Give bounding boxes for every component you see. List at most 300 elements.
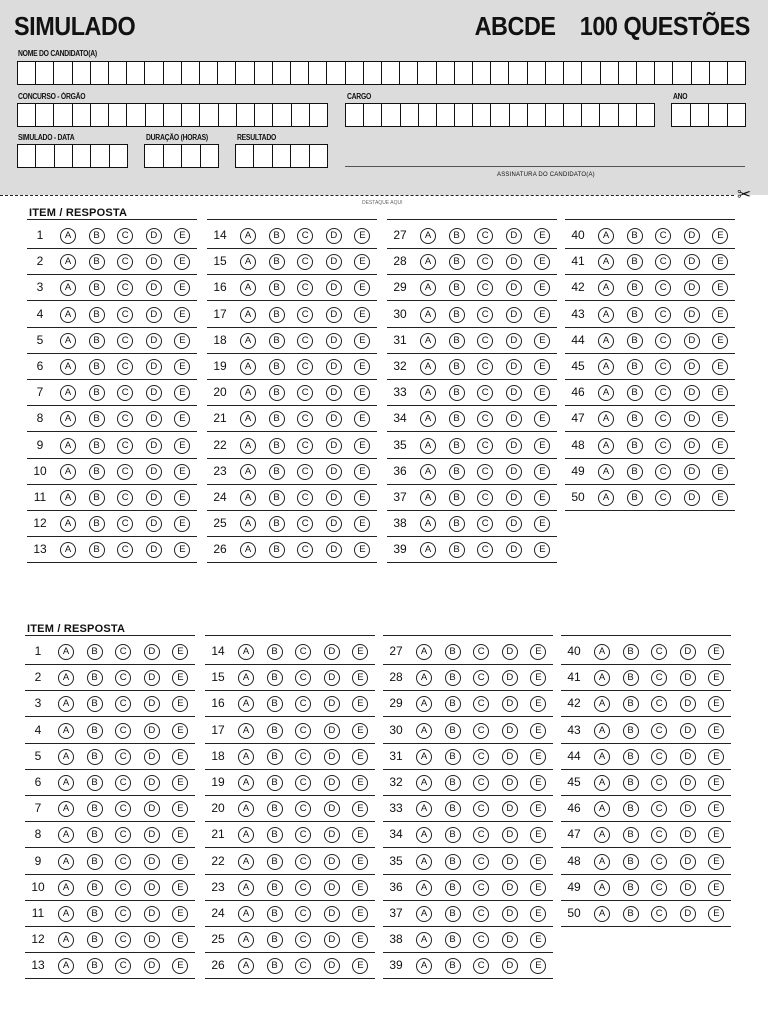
char-box[interactable] <box>417 62 435 84</box>
answer-bubble-e[interactable]: E <box>534 411 550 427</box>
char-box[interactable] <box>291 104 309 126</box>
answer-bubble-e[interactable]: E <box>712 464 728 480</box>
answer-bubble-d[interactable]: D <box>324 775 340 791</box>
answer-bubble-d[interactable]: D <box>144 932 160 948</box>
answer-bubble-d[interactable]: D <box>326 385 342 401</box>
answer-bubble-b[interactable]: B <box>627 385 643 401</box>
answer-bubble-c[interactable]: C <box>477 280 493 296</box>
answer-bubble-b[interactable]: B <box>87 827 103 843</box>
answer-bubble-d[interactable]: D <box>506 516 522 532</box>
answer-bubble-b[interactable]: B <box>269 516 285 532</box>
char-box[interactable] <box>727 62 745 84</box>
char-box[interactable] <box>108 62 126 84</box>
char-box[interactable] <box>508 62 526 84</box>
char-box[interactable] <box>599 104 617 126</box>
answer-bubble-d[interactable]: D <box>506 333 522 349</box>
answer-bubble-a[interactable]: A <box>594 880 610 896</box>
char-box[interactable] <box>90 62 108 84</box>
char-box[interactable] <box>399 62 417 84</box>
answer-bubble-c[interactable]: C <box>297 307 313 323</box>
answer-bubble-b[interactable]: B <box>89 228 105 244</box>
char-box[interactable] <box>272 62 290 84</box>
char-box[interactable] <box>581 104 599 126</box>
answer-bubble-c[interactable]: C <box>655 359 671 375</box>
answer-bubble-d[interactable]: D <box>146 228 162 244</box>
answer-bubble-d[interactable]: D <box>506 464 522 480</box>
answer-bubble-e[interactable]: E <box>352 723 368 739</box>
answer-bubble-b[interactable]: B <box>449 438 465 454</box>
answer-bubble-b[interactable]: B <box>89 542 105 558</box>
char-box[interactable] <box>90 104 108 126</box>
answer-bubble-d[interactable]: D <box>324 670 340 686</box>
answer-bubble-a[interactable]: A <box>416 775 432 791</box>
char-box[interactable] <box>618 104 636 126</box>
answer-bubble-a[interactable]: A <box>240 438 256 454</box>
answer-bubble-d[interactable]: D <box>680 880 696 896</box>
answer-bubble-d[interactable]: D <box>144 644 160 660</box>
answer-bubble-d[interactable]: D <box>684 464 700 480</box>
answer-bubble-a[interactable]: A <box>58 670 74 686</box>
answer-bubble-c[interactable]: C <box>297 359 313 375</box>
char-box[interactable] <box>545 104 563 126</box>
char-box[interactable] <box>691 62 709 84</box>
answer-bubble-d[interactable]: D <box>506 438 522 454</box>
answer-bubble-e[interactable]: E <box>172 906 188 922</box>
answer-bubble-e[interactable]: E <box>712 438 728 454</box>
answer-bubble-e[interactable]: E <box>172 958 188 974</box>
answer-bubble-b[interactable]: B <box>627 464 643 480</box>
answer-bubble-b[interactable]: B <box>89 516 105 532</box>
char-box[interactable] <box>400 104 418 126</box>
answer-bubble-c[interactable]: C <box>295 670 311 686</box>
answer-bubble-c[interactable]: C <box>117 333 133 349</box>
answer-bubble-a[interactable]: A <box>598 280 614 296</box>
char-box[interactable] <box>217 62 235 84</box>
answer-bubble-e[interactable]: E <box>534 516 550 532</box>
answer-bubble-a[interactable]: A <box>598 411 614 427</box>
answer-bubble-e[interactable]: E <box>172 854 188 870</box>
char-box[interactable] <box>545 62 563 84</box>
answer-bubble-d[interactable]: D <box>326 228 342 244</box>
answer-bubble-d[interactable]: D <box>506 490 522 506</box>
answer-bubble-c[interactable]: C <box>473 749 489 765</box>
answer-bubble-d[interactable]: D <box>506 280 522 296</box>
answer-bubble-a[interactable]: A <box>58 958 74 974</box>
answer-bubble-d[interactable]: D <box>502 775 518 791</box>
answer-bubble-b[interactable]: B <box>627 359 643 375</box>
answer-bubble-b[interactable]: B <box>627 228 643 244</box>
answer-bubble-d[interactable]: D <box>324 827 340 843</box>
answer-bubble-d[interactable]: D <box>326 307 342 323</box>
answer-bubble-c[interactable]: C <box>651 696 667 712</box>
char-box[interactable] <box>509 104 527 126</box>
answer-bubble-a[interactable]: A <box>60 228 76 244</box>
answer-bubble-c[interactable]: C <box>115 644 131 660</box>
answer-bubble-a[interactable]: A <box>420 516 436 532</box>
answer-bubble-b[interactable]: B <box>269 490 285 506</box>
answer-bubble-b[interactable]: B <box>623 749 639 765</box>
answer-bubble-c[interactable]: C <box>473 644 489 660</box>
answer-bubble-e[interactable]: E <box>530 775 546 791</box>
answer-bubble-b[interactable]: B <box>87 801 103 817</box>
answer-bubble-b[interactable]: B <box>623 906 639 922</box>
answer-bubble-a[interactable]: A <box>416 880 432 896</box>
answer-bubble-a[interactable]: A <box>598 359 614 375</box>
answer-bubble-c[interactable]: C <box>477 490 493 506</box>
answer-bubble-a[interactable]: A <box>240 254 256 270</box>
answer-bubble-c[interactable]: C <box>655 490 671 506</box>
answer-bubble-a[interactable]: A <box>420 438 436 454</box>
answer-bubble-b[interactable]: B <box>269 542 285 558</box>
char-box[interactable] <box>163 145 182 167</box>
answer-bubble-d[interactable]: D <box>144 670 160 686</box>
answer-bubble-b[interactable]: B <box>445 906 461 922</box>
answer-bubble-d[interactable]: D <box>324 906 340 922</box>
answer-bubble-b[interactable]: B <box>267 958 283 974</box>
answer-bubble-d[interactable]: D <box>506 228 522 244</box>
char-box[interactable] <box>254 104 272 126</box>
char-box[interactable] <box>309 145 327 167</box>
answer-bubble-c[interactable]: C <box>295 906 311 922</box>
answer-bubble-b[interactable]: B <box>445 775 461 791</box>
answer-bubble-d[interactable]: D <box>506 542 522 558</box>
answer-bubble-a[interactable]: A <box>416 723 432 739</box>
answer-bubble-b[interactable]: B <box>449 385 465 401</box>
answer-bubble-b[interactable]: B <box>87 775 103 791</box>
answer-bubble-a[interactable]: A <box>420 359 436 375</box>
answer-bubble-c[interactable]: C <box>473 827 489 843</box>
answer-bubble-e[interactable]: E <box>352 906 368 922</box>
answer-bubble-a[interactable]: A <box>60 385 76 401</box>
answer-bubble-d[interactable]: D <box>324 644 340 660</box>
answer-bubble-b[interactable]: B <box>445 723 461 739</box>
answer-bubble-e[interactable]: E <box>172 801 188 817</box>
answer-bubble-d[interactable]: D <box>146 490 162 506</box>
answer-bubble-a[interactable]: A <box>238 906 254 922</box>
answer-bubble-c[interactable]: C <box>477 228 493 244</box>
answer-bubble-e[interactable]: E <box>708 749 724 765</box>
answer-bubble-e[interactable]: E <box>708 880 724 896</box>
answer-bubble-a[interactable]: A <box>60 516 76 532</box>
answer-bubble-a[interactable]: A <box>60 333 76 349</box>
answer-bubble-a[interactable]: A <box>594 670 610 686</box>
char-box[interactable] <box>436 104 454 126</box>
answer-bubble-d[interactable]: D <box>684 254 700 270</box>
answer-bubble-b[interactable]: B <box>445 958 461 974</box>
answer-bubble-e[interactable]: E <box>174 438 190 454</box>
answer-bubble-d[interactable]: D <box>506 307 522 323</box>
answer-bubble-e[interactable]: E <box>174 385 190 401</box>
answer-bubble-a[interactable]: A <box>416 906 432 922</box>
answer-bubble-d[interactable]: D <box>502 696 518 712</box>
answer-bubble-c[interactable]: C <box>115 696 131 712</box>
char-box[interactable] <box>109 145 127 167</box>
answer-bubble-d[interactable]: D <box>680 749 696 765</box>
answer-bubble-c[interactable]: C <box>473 775 489 791</box>
answer-bubble-d[interactable]: D <box>684 411 700 427</box>
answer-bubble-b[interactable]: B <box>87 958 103 974</box>
answer-bubble-a[interactable]: A <box>416 932 432 948</box>
char-box[interactable] <box>72 62 90 84</box>
answer-bubble-b[interactable]: B <box>627 307 643 323</box>
answer-bubble-c[interactable]: C <box>651 854 667 870</box>
answer-bubble-a[interactable]: A <box>240 359 256 375</box>
answer-bubble-b[interactable]: B <box>89 359 105 375</box>
answer-bubble-e[interactable]: E <box>708 644 724 660</box>
answer-bubble-e[interactable]: E <box>354 385 370 401</box>
answer-bubble-c[interactable]: C <box>297 516 313 532</box>
answer-bubble-e[interactable]: E <box>712 307 728 323</box>
char-box[interactable] <box>18 104 35 126</box>
answer-bubble-e[interactable]: E <box>172 670 188 686</box>
answer-bubble-e[interactable]: E <box>354 516 370 532</box>
char-box[interactable] <box>636 104 654 126</box>
answer-bubble-b[interactable]: B <box>87 906 103 922</box>
answer-bubble-c[interactable]: C <box>295 958 311 974</box>
answer-bubble-c[interactable]: C <box>115 801 131 817</box>
answer-bubble-e[interactable]: E <box>352 801 368 817</box>
char-box[interactable] <box>381 104 399 126</box>
answer-bubble-b[interactable]: B <box>623 670 639 686</box>
answer-bubble-b[interactable]: B <box>449 411 465 427</box>
char-box[interactable] <box>290 145 308 167</box>
answer-bubble-b[interactable]: B <box>267 827 283 843</box>
answer-bubble-d[interactable]: D <box>502 854 518 870</box>
answer-bubble-e[interactable]: E <box>172 880 188 896</box>
answer-bubble-d[interactable]: D <box>502 670 518 686</box>
answer-bubble-c[interactable]: C <box>477 307 493 323</box>
answer-bubble-a[interactable]: A <box>598 490 614 506</box>
answer-bubble-c[interactable]: C <box>297 333 313 349</box>
answer-bubble-b[interactable]: B <box>449 280 465 296</box>
cargo-input-boxes[interactable] <box>345 103 655 127</box>
answer-bubble-a[interactable]: A <box>416 801 432 817</box>
char-box[interactable] <box>181 104 199 126</box>
answer-bubble-b[interactable]: B <box>269 307 285 323</box>
answer-bubble-b[interactable]: B <box>449 464 465 480</box>
answer-bubble-a[interactable]: A <box>60 254 76 270</box>
char-box[interactable] <box>472 62 490 84</box>
char-box[interactable] <box>436 62 454 84</box>
answer-bubble-d[interactable]: D <box>324 696 340 712</box>
char-box[interactable] <box>163 104 181 126</box>
answer-bubble-a[interactable]: A <box>420 411 436 427</box>
answer-bubble-c[interactable]: C <box>655 438 671 454</box>
char-box[interactable] <box>72 145 90 167</box>
answer-bubble-b[interactable]: B <box>267 880 283 896</box>
answer-bubble-c[interactable]: C <box>295 723 311 739</box>
answer-bubble-b[interactable]: B <box>87 670 103 686</box>
answer-bubble-c[interactable]: C <box>115 670 131 686</box>
answer-bubble-c[interactable]: C <box>115 749 131 765</box>
answer-bubble-b[interactable]: B <box>445 696 461 712</box>
answer-bubble-e[interactable]: E <box>352 696 368 712</box>
answer-bubble-c[interactable]: C <box>117 385 133 401</box>
answer-bubble-e[interactable]: E <box>174 411 190 427</box>
char-box[interactable] <box>218 104 236 126</box>
answer-bubble-c[interactable]: C <box>117 359 133 375</box>
answer-bubble-c[interactable]: C <box>295 801 311 817</box>
answer-bubble-c[interactable]: C <box>297 280 313 296</box>
answer-bubble-a[interactable]: A <box>416 644 432 660</box>
answer-bubble-e[interactable]: E <box>708 723 724 739</box>
char-box[interactable] <box>163 62 181 84</box>
answer-bubble-a[interactable]: A <box>594 854 610 870</box>
char-box[interactable] <box>490 62 508 84</box>
char-box[interactable] <box>654 62 672 84</box>
answer-bubble-e[interactable]: E <box>174 307 190 323</box>
answer-bubble-a[interactable]: A <box>60 490 76 506</box>
answer-bubble-e[interactable]: E <box>174 333 190 349</box>
answer-bubble-e[interactable]: E <box>174 254 190 270</box>
answer-bubble-a[interactable]: A <box>58 906 74 922</box>
answer-bubble-a[interactable]: A <box>238 854 254 870</box>
answer-bubble-a[interactable]: A <box>416 696 432 712</box>
answer-bubble-e[interactable]: E <box>354 359 370 375</box>
answer-bubble-e[interactable]: E <box>172 696 188 712</box>
char-box[interactable] <box>727 104 746 126</box>
answer-bubble-a[interactable]: A <box>416 670 432 686</box>
char-box[interactable] <box>254 62 272 84</box>
char-box[interactable] <box>272 145 290 167</box>
answer-bubble-a[interactable]: A <box>594 696 610 712</box>
answer-bubble-e[interactable]: E <box>530 723 546 739</box>
answer-bubble-c[interactable]: C <box>295 749 311 765</box>
answer-bubble-b[interactable]: B <box>269 254 285 270</box>
char-box[interactable] <box>672 62 690 84</box>
char-box[interactable] <box>126 62 144 84</box>
answer-bubble-e[interactable]: E <box>534 464 550 480</box>
answer-bubble-b[interactable]: B <box>623 827 639 843</box>
answer-bubble-b[interactable]: B <box>445 880 461 896</box>
answer-bubble-b[interactable]: B <box>269 280 285 296</box>
char-box[interactable] <box>145 104 163 126</box>
answer-bubble-b[interactable]: B <box>267 723 283 739</box>
answer-bubble-b[interactable]: B <box>623 723 639 739</box>
answer-bubble-c[interactable]: C <box>117 228 133 244</box>
answer-bubble-a[interactable]: A <box>598 438 614 454</box>
answer-bubble-e[interactable]: E <box>352 880 368 896</box>
answer-bubble-b[interactable]: B <box>445 670 461 686</box>
answer-bubble-d[interactable]: D <box>144 801 160 817</box>
answer-bubble-d[interactable]: D <box>326 280 342 296</box>
char-box[interactable] <box>636 62 654 84</box>
answer-bubble-d[interactable]: D <box>680 906 696 922</box>
answer-bubble-d[interactable]: D <box>324 854 340 870</box>
char-box[interactable] <box>35 145 53 167</box>
answer-bubble-a[interactable]: A <box>238 749 254 765</box>
answer-bubble-d[interactable]: D <box>506 359 522 375</box>
char-box[interactable] <box>272 104 290 126</box>
resultado-input-boxes[interactable] <box>235 144 328 168</box>
answer-bubble-c[interactable]: C <box>477 438 493 454</box>
answer-bubble-e[interactable]: E <box>534 307 550 323</box>
answer-bubble-e[interactable]: E <box>352 854 368 870</box>
answer-bubble-d[interactable]: D <box>146 542 162 558</box>
answer-bubble-d[interactable]: D <box>684 385 700 401</box>
answer-bubble-e[interactable]: E <box>712 228 728 244</box>
answer-bubble-d[interactable]: D <box>680 775 696 791</box>
answer-bubble-e[interactable]: E <box>172 775 188 791</box>
answer-bubble-b[interactable]: B <box>623 696 639 712</box>
char-box[interactable] <box>236 104 254 126</box>
answer-bubble-d[interactable]: D <box>326 490 342 506</box>
answer-bubble-c[interactable]: C <box>655 280 671 296</box>
answer-bubble-e[interactable]: E <box>534 385 550 401</box>
answer-bubble-a[interactable]: A <box>598 228 614 244</box>
answer-bubble-c[interactable]: C <box>115 880 131 896</box>
answer-bubble-a[interactable]: A <box>240 307 256 323</box>
answer-bubble-b[interactable]: B <box>89 490 105 506</box>
answer-bubble-a[interactable]: A <box>238 775 254 791</box>
answer-bubble-a[interactable]: A <box>240 333 256 349</box>
answer-bubble-b[interactable]: B <box>269 411 285 427</box>
answer-bubble-d[interactable]: D <box>502 827 518 843</box>
answer-bubble-a[interactable]: A <box>58 723 74 739</box>
char-box[interactable] <box>346 104 363 126</box>
answer-bubble-d[interactable]: D <box>680 801 696 817</box>
answer-bubble-e[interactable]: E <box>352 932 368 948</box>
answer-bubble-b[interactable]: B <box>87 644 103 660</box>
char-box[interactable] <box>35 104 53 126</box>
answer-bubble-c[interactable]: C <box>117 464 133 480</box>
answer-bubble-a[interactable]: A <box>416 749 432 765</box>
answer-bubble-b[interactable]: B <box>87 880 103 896</box>
answer-bubble-e[interactable]: E <box>708 854 724 870</box>
answer-bubble-c[interactable]: C <box>655 307 671 323</box>
char-box[interactable] <box>345 62 363 84</box>
answer-bubble-b[interactable]: B <box>89 307 105 323</box>
answer-bubble-b[interactable]: B <box>623 644 639 660</box>
answer-bubble-e[interactable]: E <box>708 827 724 843</box>
answer-bubble-e[interactable]: E <box>354 490 370 506</box>
answer-bubble-a[interactable]: A <box>416 827 432 843</box>
answer-bubble-d[interactable]: D <box>502 932 518 948</box>
answer-bubble-b[interactable]: B <box>449 542 465 558</box>
answer-bubble-b[interactable]: B <box>269 438 285 454</box>
answer-bubble-c[interactable]: C <box>655 464 671 480</box>
answer-bubble-d[interactable]: D <box>326 542 342 558</box>
answer-bubble-c[interactable]: C <box>295 696 311 712</box>
char-box[interactable] <box>236 145 253 167</box>
answer-bubble-a[interactable]: A <box>240 516 256 532</box>
char-box[interactable] <box>145 145 163 167</box>
answer-bubble-d[interactable]: D <box>324 801 340 817</box>
answer-bubble-d[interactable]: D <box>146 385 162 401</box>
answer-bubble-d[interactable]: D <box>684 490 700 506</box>
answer-bubble-e[interactable]: E <box>530 644 546 660</box>
answer-bubble-e[interactable]: E <box>534 228 550 244</box>
answer-bubble-b[interactable]: B <box>445 644 461 660</box>
answer-bubble-c[interactable]: C <box>651 723 667 739</box>
answer-bubble-d[interactable]: D <box>326 359 342 375</box>
answer-bubble-b[interactable]: B <box>89 438 105 454</box>
answer-bubble-b[interactable]: B <box>267 644 283 660</box>
answer-bubble-d[interactable]: D <box>144 906 160 922</box>
answer-bubble-d[interactable]: D <box>144 696 160 712</box>
answer-bubble-b[interactable]: B <box>445 827 461 843</box>
answer-bubble-d[interactable]: D <box>502 723 518 739</box>
char-box[interactable] <box>90 145 108 167</box>
char-box[interactable] <box>672 104 690 126</box>
answer-bubble-a[interactable]: A <box>240 385 256 401</box>
answer-bubble-d[interactable]: D <box>144 958 160 974</box>
answer-bubble-e[interactable]: E <box>530 670 546 686</box>
answer-bubble-e[interactable]: E <box>174 542 190 558</box>
answer-bubble-b[interactable]: B <box>449 228 465 244</box>
answer-bubble-d[interactable]: D <box>680 854 696 870</box>
answer-bubble-a[interactable]: A <box>594 775 610 791</box>
